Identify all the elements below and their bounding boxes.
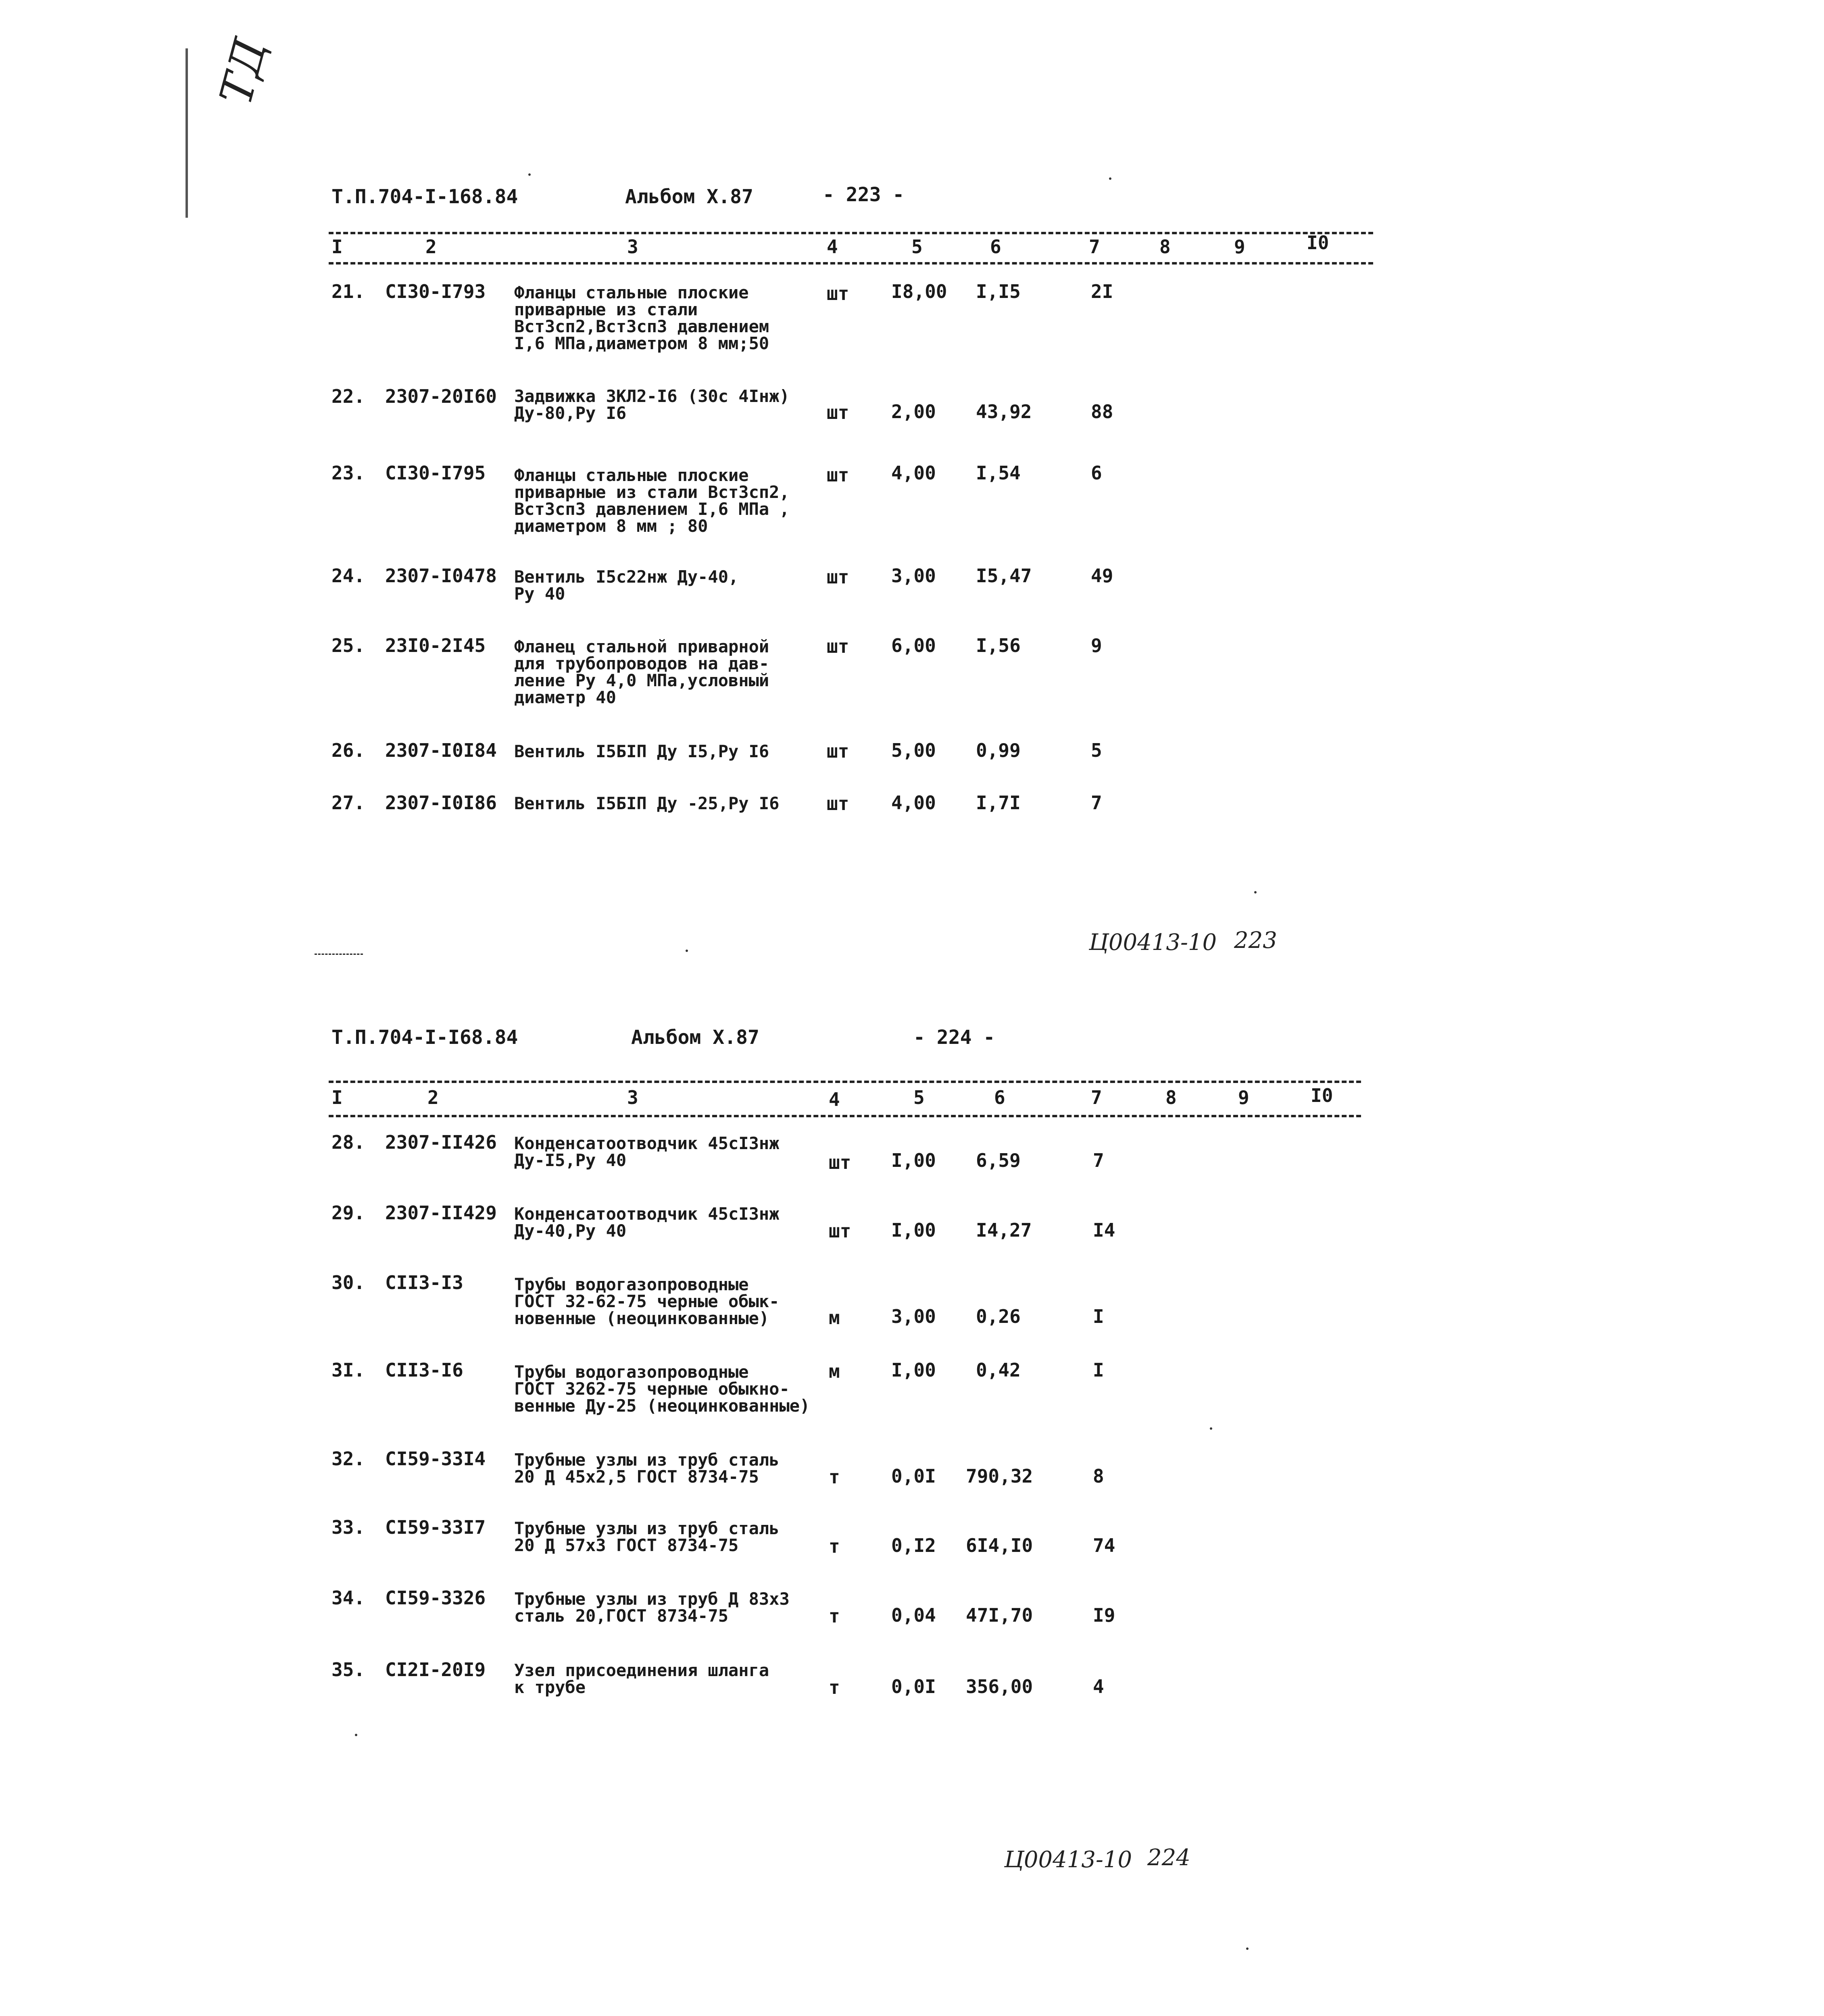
row-description: Задвижка ЗКЛ2-I6 (30с 4Iнж) Ду-80,Ру I6: [514, 386, 790, 423]
row-number: 28.: [331, 1131, 365, 1153]
row-number: 26.: [331, 739, 365, 761]
col-9: 9: [1238, 1087, 1249, 1108]
row-code: 2307-I0I86: [385, 792, 497, 814]
row-unit: шт: [827, 566, 849, 588]
row-unit: шт: [827, 464, 849, 486]
row-description: Вентиль I5с22нж Ду-40, Ру 40: [514, 567, 739, 604]
row-unit: шт: [827, 793, 849, 814]
col-5: 5: [913, 1087, 925, 1108]
header-rule-top: [329, 1081, 1361, 1083]
row-code: CI59-3326: [385, 1587, 486, 1609]
row-description: Трубы водогазопроводные ГОСТ 32-62-75 черные обык- новенные (неоцинкованные): [514, 1275, 780, 1328]
scan-speck: [528, 173, 531, 176]
row-price: 0,26: [976, 1306, 1021, 1327]
row-quantity: 0,I2: [891, 1535, 936, 1556]
row-code: CII3-I3: [385, 1272, 463, 1293]
row-quantity: 4,00: [891, 792, 936, 814]
row-number: 32.: [331, 1448, 365, 1470]
row-price: 6,59: [976, 1150, 1021, 1171]
row-total: 2I: [1091, 281, 1113, 302]
row-number: 30.: [331, 1272, 365, 1293]
row-unit: шт: [827, 402, 849, 423]
row-number: 29.: [331, 1202, 365, 1224]
row-number: 34.: [331, 1587, 365, 1609]
row-unit: т: [829, 1605, 840, 1627]
row-code: CI30-I795: [385, 462, 486, 484]
row-total: I: [1093, 1306, 1104, 1327]
scan-mark: [315, 954, 363, 955]
stamp-page: 224: [1147, 1845, 1190, 1871]
col-6: 6: [994, 1087, 1005, 1108]
row-unit: шт: [827, 635, 849, 657]
scan-speck: [355, 1734, 357, 1736]
row-price: I,7I: [976, 792, 1021, 814]
col-10: I0: [1307, 232, 1329, 254]
col-1: I: [331, 1087, 343, 1108]
col-7: 7: [1089, 236, 1100, 258]
row-number: 22.: [331, 385, 365, 407]
row-number: 27.: [331, 792, 365, 814]
row-unit: м: [829, 1307, 840, 1329]
album-label: Альбом X.87: [631, 1026, 759, 1049]
row-code: 2307-I0I84: [385, 739, 497, 761]
row-price: I,56: [976, 635, 1021, 656]
row-description: Фланцы стальные плоские приварные из стали Вст3сп2,Вст3сп3 давлением I,6 МПа,диаметром 8 мм;50: [514, 283, 769, 353]
row-number: 3I.: [331, 1359, 365, 1381]
row-number: 35.: [331, 1659, 365, 1681]
row-total: 7: [1093, 1150, 1104, 1171]
row-total: 6: [1091, 462, 1102, 484]
col-8: 8: [1159, 236, 1171, 258]
row-price: 356,00: [966, 1676, 1033, 1697]
page-number: - 223 -: [823, 183, 905, 206]
row-total: 5: [1091, 739, 1102, 761]
row-unit: т: [829, 1677, 840, 1698]
row-quantity: 6,00: [891, 635, 936, 656]
col-3: 3: [627, 1087, 638, 1108]
row-price: I,I5: [976, 281, 1021, 302]
row-price: I,54: [976, 462, 1021, 484]
row-quantity: 3,00: [891, 565, 936, 587]
row-unit: т: [829, 1535, 840, 1557]
row-number: 23.: [331, 462, 365, 484]
row-quantity: 0,0I: [891, 1676, 936, 1697]
row-unit: м: [829, 1360, 840, 1382]
row-description: Трубные узлы из труб сталь 20 Д 45х2,5 ГОСТ 8734-75: [514, 1450, 780, 1487]
row-code: 2307-I0478: [385, 565, 497, 587]
row-number: 33.: [331, 1516, 365, 1538]
row-unit: шт: [827, 740, 849, 762]
col-3: 3: [627, 236, 638, 258]
header-rule-top: [329, 232, 1373, 234]
row-total: 49: [1091, 565, 1113, 587]
col-9: 9: [1234, 236, 1245, 258]
col-4: 4: [829, 1089, 840, 1110]
row-unit: шт: [829, 1152, 851, 1173]
row-quantity: I8,00: [891, 281, 947, 302]
scan-speck: [1254, 891, 1257, 893]
margin-note-text: ТД: [210, 33, 277, 110]
col-4: 4: [827, 236, 838, 258]
col-2: 2: [425, 236, 437, 258]
row-code: CI30-I793: [385, 281, 486, 302]
row-total: 7: [1091, 792, 1102, 814]
row-unit: шт: [829, 1220, 851, 1242]
scan-speck: [1246, 1947, 1249, 1950]
col-8: 8: [1165, 1087, 1177, 1108]
page-number: - 224 -: [913, 1026, 995, 1049]
row-code: 23I0-2I45: [385, 635, 486, 656]
doc-number: Т.П.704-I-168.84: [331, 185, 518, 208]
row-quantity: I,00: [891, 1359, 936, 1381]
row-price: I4,27: [976, 1219, 1032, 1241]
row-quantity: 5,00: [891, 739, 936, 761]
header-rule-bottom: [329, 262, 1373, 264]
row-description: Узел присоединения шланга к трубе: [514, 1660, 769, 1697]
row-code: 2307-II426: [385, 1131, 497, 1153]
row-price: 47I,70: [966, 1604, 1033, 1626]
row-quantity: 3,00: [891, 1306, 936, 1327]
stamp-code: Ц00413-10: [1089, 929, 1217, 956]
row-unit: шт: [827, 283, 849, 304]
col-6: 6: [990, 236, 1001, 258]
row-quantity: I,00: [891, 1219, 936, 1241]
row-quantity: 2,00: [891, 401, 936, 423]
row-description: Трубные узлы из труб Д 83х3 сталь 20,ГОСТ 8734-75: [514, 1589, 790, 1626]
row-number: 24.: [331, 565, 365, 587]
row-unit: т: [829, 1466, 840, 1488]
row-description: Конденсатоотводчик 45сI3нж Ду-40,Ру 40: [514, 1204, 780, 1241]
row-code: 2307-20I60: [385, 385, 497, 407]
row-price: 43,92: [976, 401, 1032, 423]
margin-handwritten-note: [177, 33, 277, 218]
row-quantity: 0,0I: [891, 1465, 936, 1487]
row-code: CI59-33I7: [385, 1516, 486, 1538]
row-total: 9: [1091, 635, 1102, 656]
row-total: I4: [1093, 1219, 1115, 1241]
col-7: 7: [1091, 1087, 1102, 1108]
row-total: 74: [1093, 1535, 1115, 1556]
row-code: 2307-II429: [385, 1202, 497, 1224]
row-total: 8: [1093, 1465, 1104, 1487]
row-code: CI59-33I4: [385, 1448, 486, 1470]
row-description: Вентиль I5БIП Ду -25,Ру I6: [514, 793, 780, 813]
album-label: Альбом X.87: [625, 185, 753, 208]
row-description: Фланцы стальные плоские приварные из стали Вст3сп2, Вст3сп3 давлением I,6 МПа , диаметром 8 мм ; 80: [514, 465, 790, 536]
col-1: I: [331, 236, 343, 258]
scan-speck: [1210, 1427, 1212, 1430]
row-code: CII3-I6: [385, 1359, 463, 1381]
col-5: 5: [911, 236, 923, 258]
row-description: Трубные узлы из труб сталь 20 Д 57х3 ГОСТ 8734-75: [514, 1518, 780, 1555]
stamp-page: 223: [1234, 927, 1277, 954]
row-quantity: I,00: [891, 1150, 936, 1171]
row-number: 21.: [331, 281, 365, 302]
row-total: I: [1093, 1359, 1104, 1381]
row-quantity: 0,04: [891, 1604, 936, 1626]
row-description: Вентиль I5БIП Ду I5,Ру I6: [514, 741, 769, 761]
row-description: Трубы водогазопроводные ГОСТ 3262-75 черные обыкно- венные Ду-25 (неоцинкованные): [514, 1362, 810, 1416]
row-total: 4: [1093, 1676, 1104, 1697]
row-total: I9: [1093, 1604, 1115, 1626]
row-price: 790,32: [966, 1465, 1033, 1487]
row-quantity: 4,00: [891, 462, 936, 484]
scan-speck: [686, 950, 688, 952]
scan-speck: [1109, 177, 1111, 180]
col-2: 2: [427, 1087, 439, 1108]
header-rule-bottom: [329, 1115, 1361, 1117]
row-price: 0,42: [976, 1359, 1021, 1381]
row-description: Конденсатоотводчик 45сI3нж Ду-I5,Ру 40: [514, 1133, 780, 1170]
row-price: I5,47: [976, 565, 1032, 587]
row-number: 25.: [331, 635, 365, 656]
row-price: 0,99: [976, 739, 1021, 761]
col-10: I0: [1311, 1085, 1333, 1106]
row-price: 6I4,I0: [966, 1535, 1033, 1556]
row-total: 88: [1091, 401, 1113, 423]
row-code: CI2I-20I9: [385, 1659, 486, 1681]
row-description: Фланец стальной приварной для трубопроводов на дав- ление Ру 4,0 МПа,условный диаметр 40: [514, 637, 769, 707]
doc-number: Т.П.704-I-I68.84: [331, 1026, 518, 1049]
stamp-code: Ц00413-10: [1004, 1847, 1132, 1873]
